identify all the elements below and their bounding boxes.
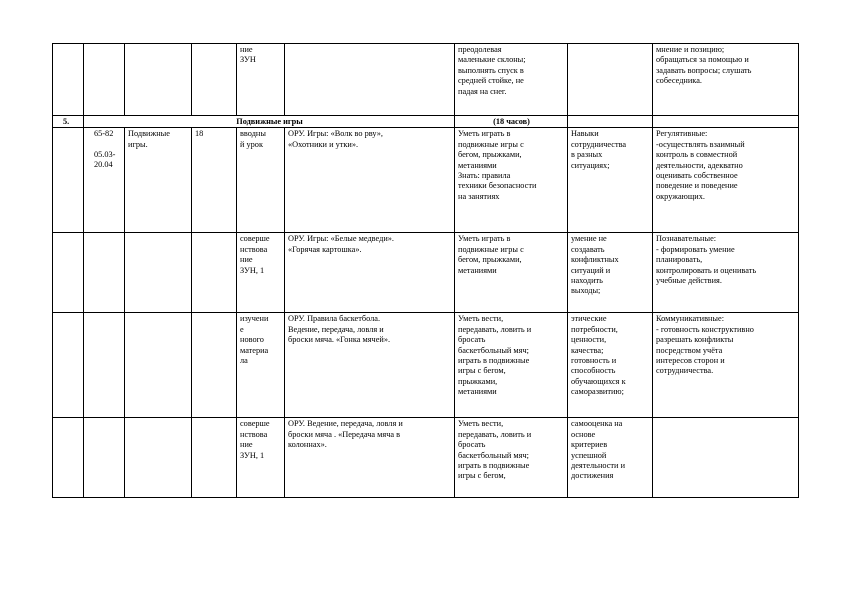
cell-content: ОРУ. Игры: «Волк во рву», «Охотники и утки». bbox=[285, 128, 455, 233]
cell-personal: умение не создавать конфликтных ситуаций и находить выходы; bbox=[568, 233, 653, 313]
cell-theme bbox=[125, 418, 192, 498]
cell-content bbox=[285, 44, 455, 116]
cell-content: ОРУ. Игры: «Белые медведи». «Горячая картошка». bbox=[285, 233, 455, 313]
cell-lessons bbox=[84, 233, 125, 313]
cell-personal: самооценка на основе критериев успешной деятельности и достижения bbox=[568, 418, 653, 498]
cell-theme: Подвижные игры. bbox=[125, 128, 192, 233]
table-row bbox=[53, 313, 799, 418]
cell-content: ОРУ. Ведение, передача, ловля и броски мяча . «Передача мяча в колоннах». bbox=[285, 418, 455, 498]
cell-theme bbox=[125, 313, 192, 418]
table-row bbox=[53, 44, 799, 116]
cell-personal: Навыки сотрудничества в разных ситуациях; bbox=[568, 128, 653, 233]
cell-skills: Уметь вести, передавать, ловить и бросать баскетбольный мяч; играть в подвижные игры с бегом, bbox=[455, 418, 568, 498]
cell-number bbox=[53, 233, 84, 313]
cell-theme bbox=[125, 44, 192, 116]
section-hours: (18 часов) bbox=[455, 116, 568, 128]
cell-content: ОРУ. Правила баскетбола. Ведение, передача, ловля и броски мяча. «Гонка мячей». bbox=[285, 313, 455, 418]
cell-lessons bbox=[84, 128, 125, 233]
cell-uud: Регулятивные: -осуществлять взаимный контроль в совместной деятельности, адекватно оценивать собственное поведение и поведение окружающих. bbox=[653, 128, 799, 233]
cell-lesson-form: ние ЗУН bbox=[237, 44, 285, 116]
cell-lesson-form: соверше нствова ние ЗУН, 1 bbox=[237, 233, 285, 313]
cell-count bbox=[192, 233, 237, 313]
cell-lesson-form: вводны й урок bbox=[237, 128, 285, 233]
cell-personal bbox=[568, 44, 653, 116]
cell-number bbox=[53, 128, 84, 233]
cell-lessons bbox=[84, 418, 125, 498]
cell-skills: Уметь играть в подвижные игры с бегом, прыжками, метаниями bbox=[455, 233, 568, 313]
table-row bbox=[53, 233, 799, 313]
section-header-row bbox=[53, 116, 799, 128]
lesson-dates: 05.03- 20.04 bbox=[94, 149, 116, 170]
cell-number bbox=[53, 313, 84, 418]
cell-skills: Уметь вести, передавать, ловить и бросать баскетбольный мяч; играть в подвижные игры с бегом, прыжками, метаниями bbox=[455, 313, 568, 418]
cell-lesson-form: изучени е нового материа ла bbox=[237, 313, 285, 418]
section-number: 5. bbox=[53, 116, 84, 128]
cell-uud: Коммуникативные: - готовность конструктивно разрешать конфликты посредством учёта интересов сторон и сотрудничества. bbox=[653, 313, 799, 418]
cell-personal: этические потребности, ценности, качества; готовность и способность обучающихся к саморазвитию; bbox=[568, 313, 653, 418]
cell-uud: мнение и позицию; обращаться за помощью и задавать вопросы; слушать собеседника. bbox=[653, 44, 799, 116]
cell-lessons bbox=[84, 44, 125, 116]
cell-count bbox=[192, 44, 237, 116]
section-title: Подвижные игры bbox=[84, 116, 455, 128]
cell-empty bbox=[653, 116, 799, 128]
cell-skills: преодолевая маленькие склоны; выполнять спуск в средней стойке, не падая на снег. bbox=[455, 44, 568, 116]
cell-skills: Уметь играть в подвижные игры с бегом, прыжками, метаниями Знать: правила техники безопасности на занятиях bbox=[455, 128, 568, 233]
table-row bbox=[53, 128, 799, 233]
cell-count: 18 bbox=[192, 128, 237, 233]
cell-uud bbox=[653, 418, 799, 498]
cell-number bbox=[53, 418, 84, 498]
cell-count bbox=[192, 418, 237, 498]
cell-number bbox=[53, 44, 84, 116]
lesson-plan-table bbox=[52, 43, 799, 498]
cell-theme bbox=[125, 233, 192, 313]
lesson-numbers: 65-82 bbox=[94, 129, 114, 139]
cell-uud: Познавательные: - формировать умение планировать, контролировать и оценивать учебные действия. bbox=[653, 233, 799, 313]
cell-empty bbox=[568, 116, 653, 128]
cell-lessons bbox=[84, 313, 125, 418]
table-row bbox=[53, 418, 799, 498]
cell-count bbox=[192, 313, 237, 418]
cell-lesson-form: соверше нствова ние ЗУН, 1 bbox=[237, 418, 285, 498]
